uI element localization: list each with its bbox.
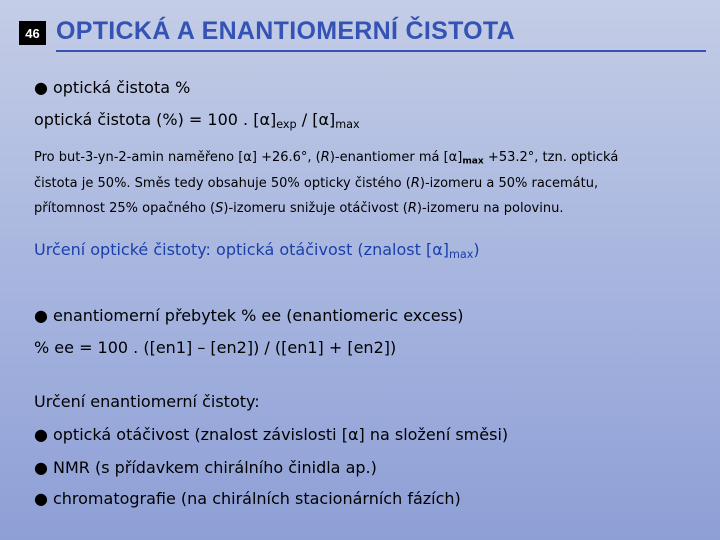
example-line-3: přítomnost 25% opačného (S)-izomeru snižuje otáčivost (R)-izomeru na polovinu. — [34, 201, 564, 216]
example-line-2: čistota je 50%. Směs tedy obsahuje 50% opticky čistého (R)-izomeru a 50% racemátu, — [34, 176, 599, 191]
title-underline — [56, 50, 706, 52]
bullet-icon: ● — [34, 458, 48, 477]
bullet-icon: ● — [34, 489, 48, 508]
bullet-icon: ● — [34, 306, 48, 325]
method-item: ● chromatografie (na chirálních stacionárních fázích) — [34, 489, 461, 508]
example-line-1: Pro but-3-yn-2-amin naměřeno [α] +26.6°, (R)-enantiomer má $[\alpha]_{max} +53.2^\circ$, tzn. optická — [34, 150, 619, 167]
bullet-icon: ● — [34, 425, 48, 444]
page-title: OPTICKÁ A ENANTIOMERNÍ ČISTOTA — [56, 17, 515, 45]
optical-purity-determination: Určení optické čistoty: optická otáčivost (znalost $[\alpha]_{max}$) — [34, 240, 480, 261]
method-item: ● optická otáčivost (znalost závislosti [α] na složení směsi) — [34, 425, 509, 444]
ee-formula: % ee = 100 . ([en1] – [en2]) / ([en1] + [en2]) — [34, 338, 397, 357]
alpha-symbol: α — [259, 110, 270, 129]
ee-methods-heading: Určení enantiomerní čistoty: — [34, 392, 260, 411]
bullet-icon: ● — [34, 78, 48, 97]
alpha-symbol: α — [318, 110, 330, 129]
ee-heading: ● enantiomerní přebytek % ee (enantiomeric excess) — [34, 306, 464, 325]
slide-number: 46 — [19, 21, 46, 45]
method-item: ● NMR (s přídavkem chirálního činidla ap.) — [34, 458, 377, 477]
optical-purity-heading: ● optická čistota % — [34, 78, 191, 97]
optical-purity-formula: optická čistota (%) = 100 . $[\alpha]_{exp} / [\alpha]_{max}$ — [34, 110, 360, 131]
